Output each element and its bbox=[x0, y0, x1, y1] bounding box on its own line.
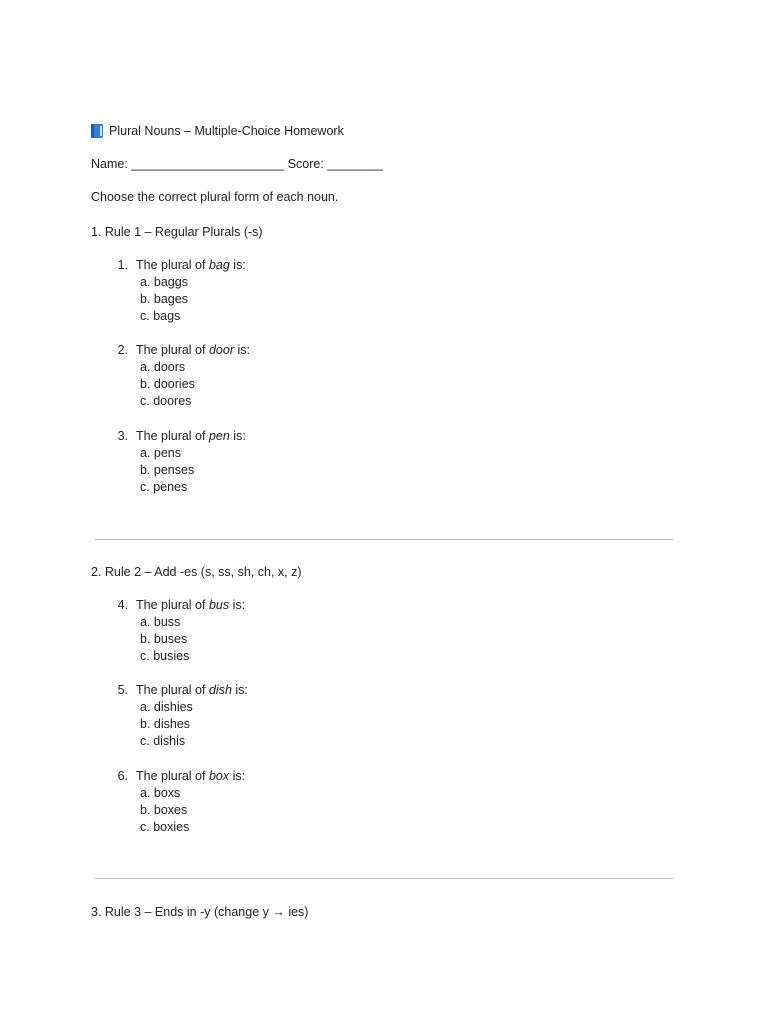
question-text: The plural of door is: bbox=[136, 343, 250, 357]
answer-option: b. dishes bbox=[140, 717, 191, 731]
question-word: bag bbox=[208, 258, 230, 272]
answer-option: a. buss bbox=[140, 615, 181, 629]
answer-option: b. penses bbox=[140, 463, 195, 477]
question-number: 4. bbox=[117, 598, 128, 612]
answer-option: c. penes bbox=[140, 480, 188, 494]
answer-option: a. pens bbox=[140, 446, 182, 460]
name-score-line: Name: ______________________ Score: ________ bbox=[91, 157, 383, 171]
answer-option: b. bages bbox=[140, 292, 188, 306]
question-number: 3. bbox=[117, 429, 128, 443]
answer-option: c. busies bbox=[140, 649, 190, 663]
section-heading-rule-3: 3. Rule 3 – Ends in -y (change y → ies) bbox=[91, 905, 309, 919]
answer-option: b. doories bbox=[140, 377, 195, 391]
worksheet-title bbox=[91, 123, 344, 139]
section-divider bbox=[95, 878, 673, 879]
question-4 bbox=[0, 597, 768, 663]
question-text: The plural of bus is: bbox=[136, 598, 246, 612]
section-divider bbox=[95, 539, 673, 540]
question-text: The plural of bag is: bbox=[136, 258, 246, 272]
answer-option: b. buses bbox=[140, 632, 188, 646]
question-2 bbox=[0, 342, 768, 408]
question-number: 5. bbox=[117, 683, 128, 697]
question-text: The plural of box is: bbox=[136, 769, 246, 783]
question-6 bbox=[0, 768, 768, 834]
question-1 bbox=[0, 257, 768, 323]
answer-option: a. baggs bbox=[140, 275, 188, 289]
title-text: Plural Nouns – Multiple-Choice Homework bbox=[109, 124, 344, 138]
answer-option: a. boxs bbox=[140, 786, 181, 800]
question-number: 1. bbox=[117, 258, 128, 272]
answer-option: c. boxies bbox=[140, 820, 190, 834]
question-word: bus bbox=[208, 598, 230, 612]
section-heading-rule-1: 1. Rule 1 – Regular Plurals (-s) bbox=[91, 225, 263, 239]
question-word: dish bbox=[208, 683, 232, 697]
question-5 bbox=[0, 682, 768, 748]
question-word: box bbox=[208, 769, 230, 783]
question-number: 6. bbox=[117, 769, 128, 783]
answer-option: c. bags bbox=[140, 309, 181, 323]
answer-option: a. doors bbox=[140, 360, 186, 374]
question-text: The plural of pen is: bbox=[136, 429, 246, 443]
answer-option: a. dishies bbox=[140, 700, 193, 714]
question-text: The plural of dish is: bbox=[136, 683, 248, 697]
answer-option: b. boxes bbox=[140, 803, 188, 817]
section-heading-rule-2: 2. Rule 2 – Add -es (s, ss, sh, ch, x, z) bbox=[91, 565, 302, 579]
question-word: pen bbox=[208, 429, 230, 443]
instructions: Choose the correct plural form of each noun. bbox=[91, 190, 339, 204]
answer-option: c. doores bbox=[140, 394, 192, 408]
question-word: door bbox=[208, 343, 234, 357]
question-3 bbox=[0, 428, 768, 494]
answer-option: c. dishis bbox=[140, 734, 186, 748]
question-number: 2. bbox=[117, 343, 128, 357]
blue-book-icon bbox=[91, 124, 103, 138]
